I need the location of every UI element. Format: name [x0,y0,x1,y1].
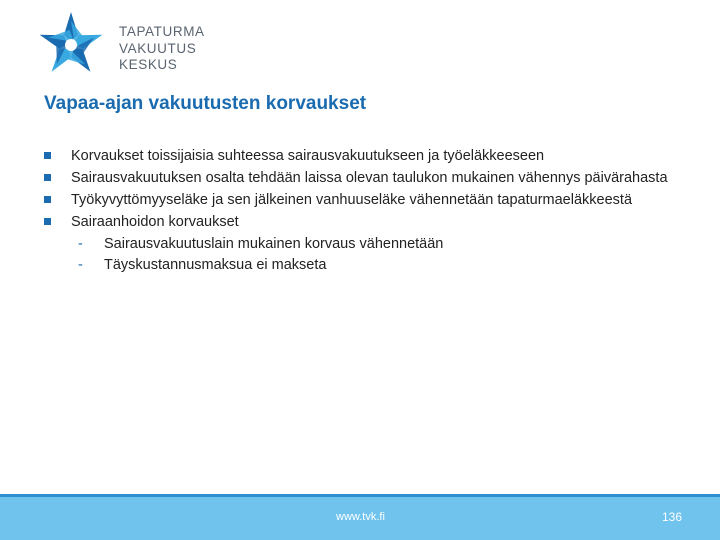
bullet-item [44,146,684,167]
bullet-text: Sairaanhoidon korvaukset [71,214,239,230]
footer-bar [0,494,720,540]
bullet-text: Korvaukset toissijaisia suhteessa sairausvakuutukseen ja työeläkkeeseen [71,148,545,164]
logo-line-1: TAPATURMA [119,24,205,39]
footer-url-link[interactable]: www.tvk.fi [336,511,385,523]
page-number: 136 [661,510,682,524]
sub-bullet-text: Sairausvakuutuslain mukainen korvaus vähennetään [104,236,444,252]
logo-wordmark [119,24,205,74]
logo [34,10,234,80]
footer-divider [0,494,720,497]
logo-line-3: KESKUS [119,57,178,72]
bullet-item [44,190,684,211]
bullet-marker-icon [44,152,51,159]
star-emblem-icon [34,10,108,80]
sub-bullet-item [44,255,684,276]
dash-marker-icon: - [78,257,83,273]
bullet-marker-icon [44,196,51,203]
bullet-item [44,212,684,233]
bullet-marker-icon [44,218,51,225]
bullet-text: Työkyvyttömyyseläke ja sen jälkeinen vanhuuseläke vähennetään tapaturmaeläkkeestä [71,192,633,208]
bullet-marker-icon [44,174,51,181]
slide-title: Vapaa-ajan vakuutusten korvaukset [44,93,367,114]
bullet-text: Sairausvakuutuksen osalta tehdään laissa olevan taulukon mukainen vähennys päivärahasta [71,170,668,186]
bullet-list [44,146,684,276]
sub-bullet-item [44,234,684,255]
logo-line-2: VAKUUTUS [119,40,197,56]
dash-marker-icon: - [78,236,83,252]
sub-bullet-text: Täyskustannusmaksua ei makseta [104,257,327,273]
bullet-item [44,168,684,189]
